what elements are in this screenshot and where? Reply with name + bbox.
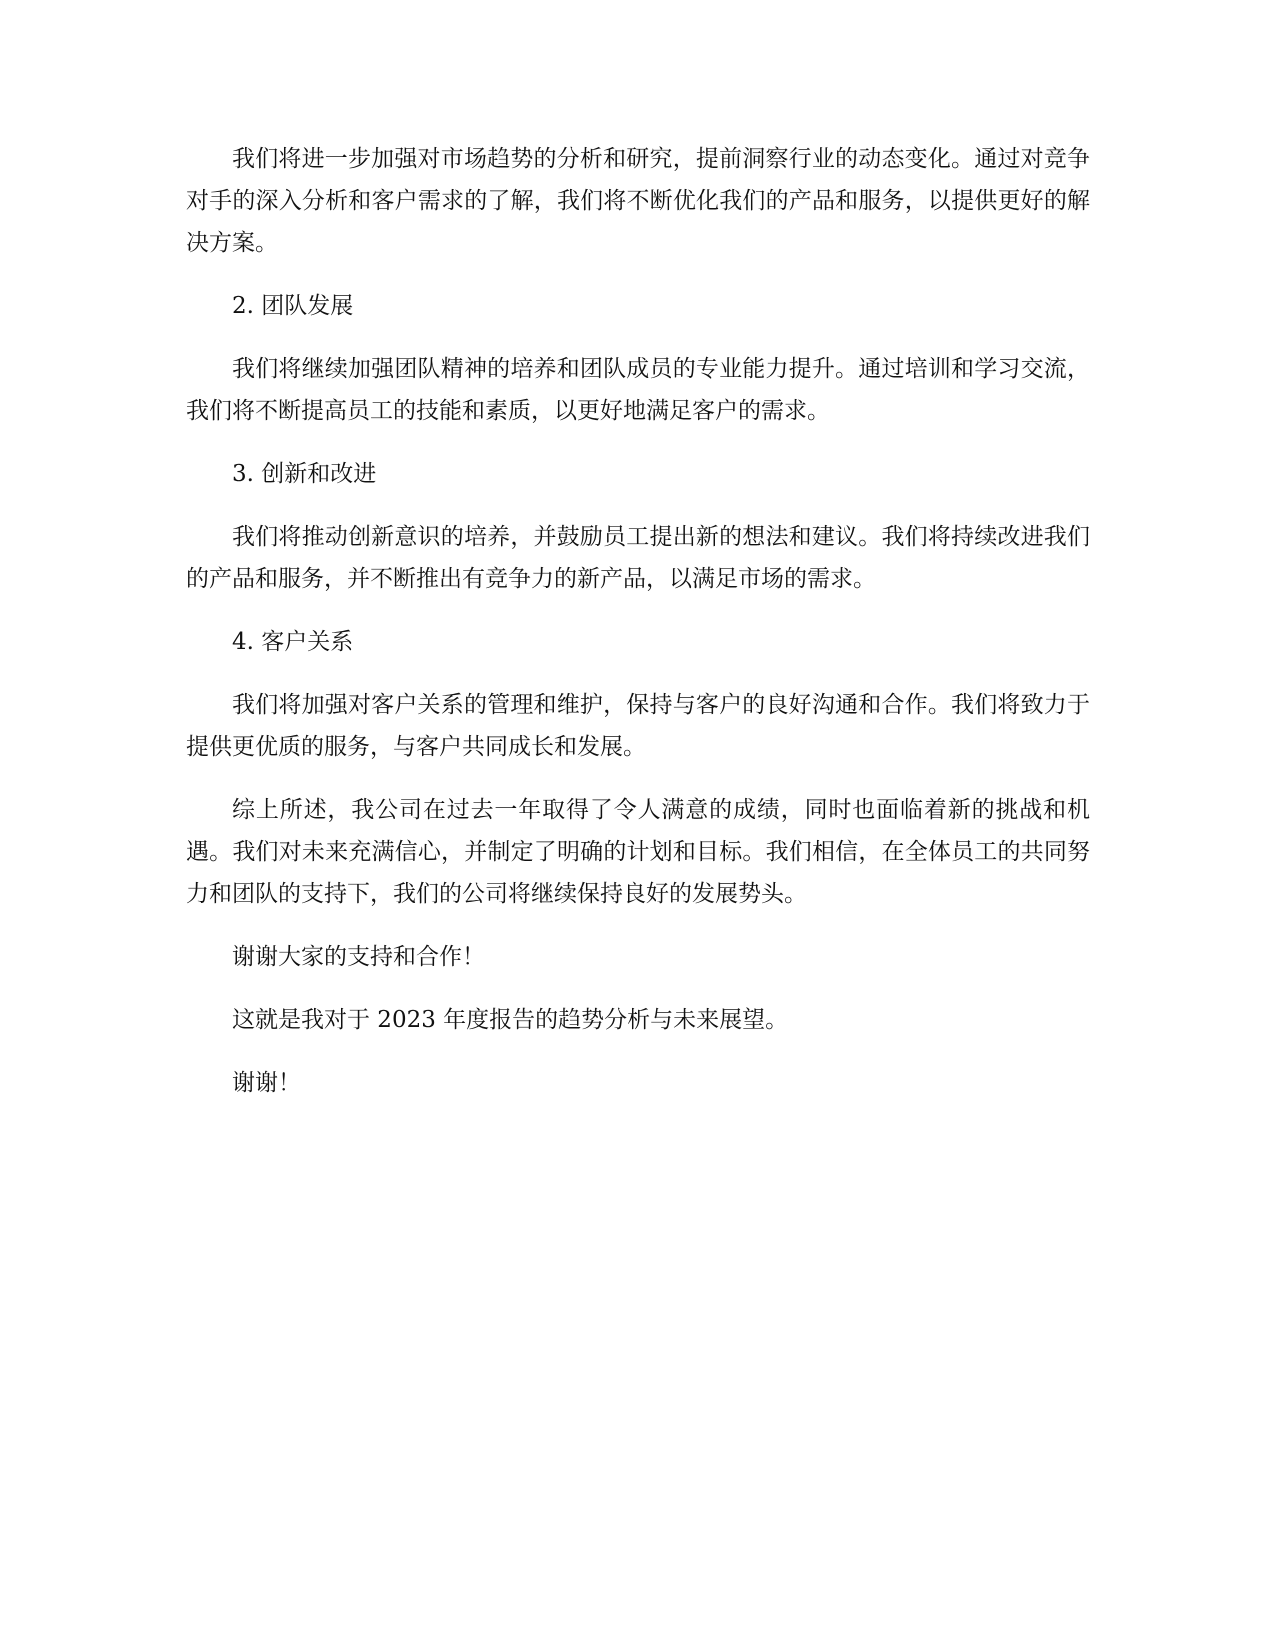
document-body [186,138,1090,1125]
paragraph-report-conclusion: 这就是我对于 2023 年度报告的趋势分析与未来展望。 [232,1007,789,1033]
paragraph-thanks-support: 谢谢大家的支持和合作！ [232,944,485,970]
paragraph-summary: 综上所述，我公司在过去一年取得了令人满意的成绩，同时也面临着新的挑战和机遇。我们对未来充满信心，并制定了明确的计划和目标。我们相信，在全体员工的共同努力和团队的支持下，我们的公司将继续保持良好的发展势头。 [186,797,1090,907]
paragraph-team-development: 我们将继续加强团队精神的培养和团队成员的专业能力提升。通过培训和学习交流，我们将不断提高员工的技能和素质，以更好地满足客户的需求。 [186,356,1090,424]
section-heading-customer-relations: 4. 客户关系 [232,629,354,655]
paragraph-final-thanks: 谢谢！ [232,1070,301,1096]
section-heading-team-development: 2. 团队发展 [232,293,354,319]
paragraph-innovation: 我们将推动创新意识的培养，并鼓励员工提出新的想法和建议。我们将持续改进我们的产品和服务，并不断推出有竞争力的新产品，以满足市场的需求。 [186,524,1090,592]
paragraph-customer-relations: 我们将加强对客户关系的管理和维护，保持与客户的良好沟通和合作。我们将致力于提供更优质的服务，与客户共同成长和发展。 [186,692,1090,760]
paragraph-market-analysis: 我们将进一步加强对市场趋势的分析和研究，提前洞察行业的动态变化。通过对竞争对手的深入分析和客户需求的了解，我们将不断优化我们的产品和服务，以提供更好的解决方案。 [186,146,1090,256]
section-heading-innovation: 3. 创新和改进 [232,461,377,487]
